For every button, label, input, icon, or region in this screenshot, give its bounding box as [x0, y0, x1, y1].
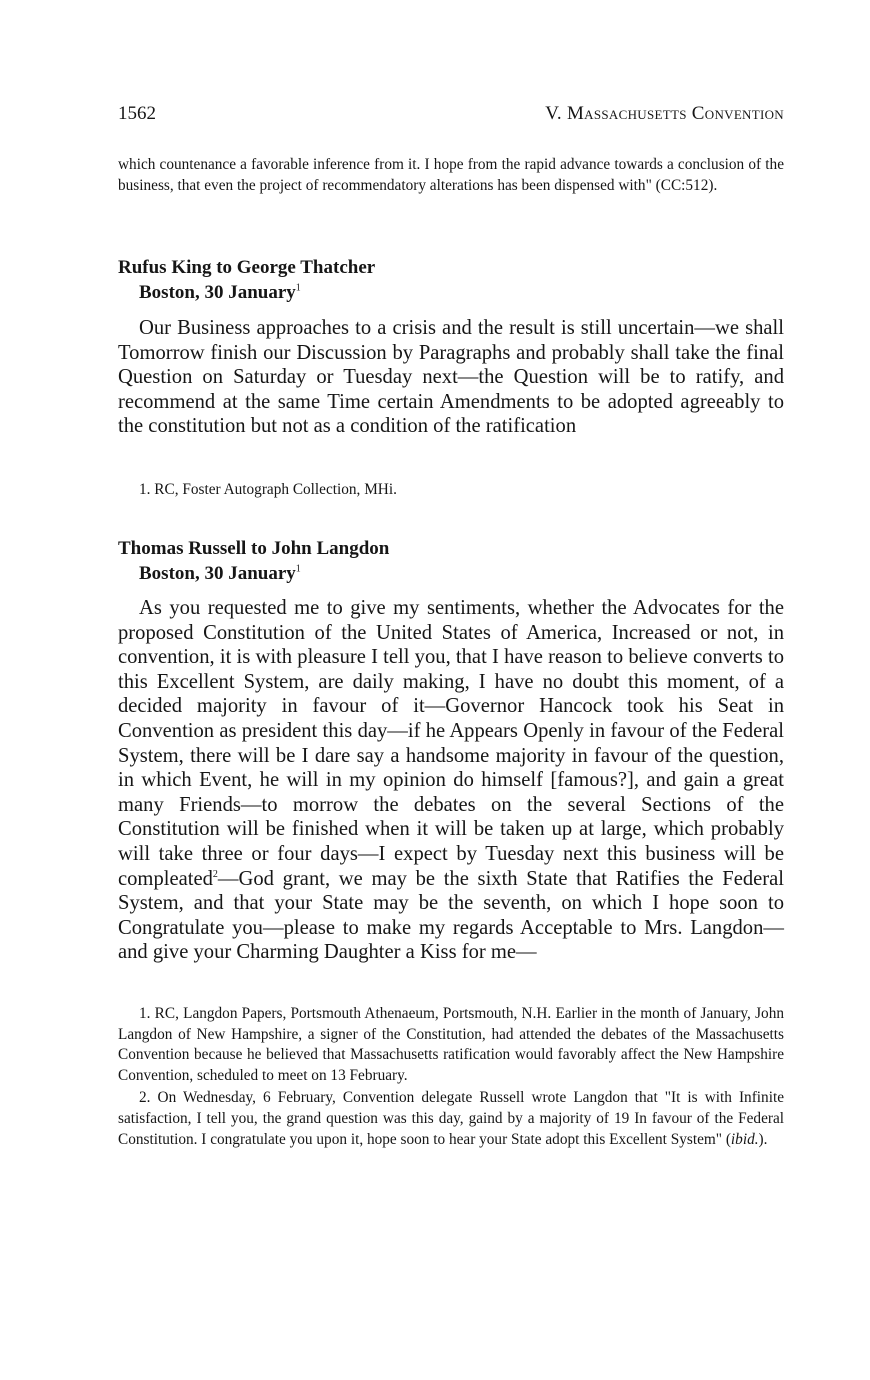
- letter2-text-a: As you requested me to give my sentiments, whether the Advocates for the proposed Constitution of the United States of America, Increased or not, in convention, it is with pleasure I tell you, that I have reason to believe converts to this Excellent System, are daily making, I have no doubt this moment, of a decided majority in favour of it—Governor Hancock took his Seat in Convention as president this day—if he Appears Openly in favour of the Federal System, there will be I dare say a handsome majority in favour of the question, in which Event, he will in my opinion do himself [famous?], and gain a great many Friends—to morrow the debates on the several Sections of the Constitution will be finished when it will be taken up at large, which probably will take three or four days—I expect by Tuesday next this business will be compleated: [118, 597, 784, 890]
- letter2-title: Thomas Russell to John Langdon: [118, 538, 390, 559]
- letter1-body: [118, 316, 784, 439]
- letter2-notes: [118, 1004, 784, 1152]
- running-head: [118, 103, 784, 133]
- letter2-note-2-text-a: 2. On Wednesday, 6 February, Convention delegate Russell wrote Langdon that "It is with Infinite satisfaction, I tell you, the grand question was this day, gaind by a majority of 19 In favour of the Federal Constitution. I congratulate you upon it, hope soon to hear your State adopt this Excellent System" (: [118, 1089, 784, 1148]
- letter1-dateline: [118, 280, 784, 305]
- letter1-notes: [118, 480, 784, 503]
- page-number: 1562: [118, 103, 156, 124]
- letter1-paragraph: Our Business approaches to a crisis and the result is still uncertain—we shall Tomorrow finish our Discussion by Paragraphs and probably shall take the final Question on Saturday or Tuesday next—the Question will be to ratify, and recommend at the same Time certain Amendments to be adopted agreeably to the constitution but not as a condition of the ratification: [118, 317, 784, 438]
- letter2-text-b: —God grant, we may be the sixth State that Ratifies the Federal System, and that your State may be the seventh, on which I hope soon to Congratulate you—please to make my regards Acceptable to Mrs. Langdon—and give your Charming Daughter a Kiss for me—: [118, 867, 784, 964]
- letter2-dateline: [118, 561, 784, 586]
- letter2-note-1: 1. RC, Langdon Papers, Portsmouth Athenaeum, Portsmouth, N.H. Earlier in the month of January, John Langdon of New Hampshire, a signer of the Constitution, had attended the debates of the Massachusetts Convention because he believed that Massachusetts ratification would favorably affect the New Hampshire Convention, scheduled to meet on 13 February.: [118, 1005, 784, 1084]
- section-title: V. Massachusetts Convention: [545, 103, 784, 124]
- letter1-footnote-ref: 1: [295, 282, 301, 294]
- letter1-heading: [118, 255, 784, 305]
- letter1-note-1: 1. RC, Foster Autograph Collection, MHi.: [139, 481, 397, 498]
- letter2-paragraph: [118, 596, 784, 965]
- letter2-date: Boston, 30 January: [139, 563, 296, 584]
- letter2-heading: [118, 536, 784, 586]
- letter2-note-2-text-b: ).: [758, 1130, 768, 1148]
- letter2-footnote-ref: 1: [295, 563, 301, 575]
- letter2-note-2-ibid: ibid.: [730, 1130, 759, 1148]
- letter1-title: Rufus King to George Thatcher: [118, 257, 376, 278]
- continuation-paragraph: which countenance a favorable inference from it. I hope from the rapid advance towards a conclusion of the business, that even the project of recommendatory alterations has been dispensed with" (CC:512).: [118, 156, 784, 194]
- letter2-body: [118, 596, 784, 965]
- letter2-note-2: [118, 1088, 784, 1150]
- letter2-body-note-ref: 2: [212, 868, 218, 880]
- letter1-date: Boston, 30 January: [139, 282, 296, 303]
